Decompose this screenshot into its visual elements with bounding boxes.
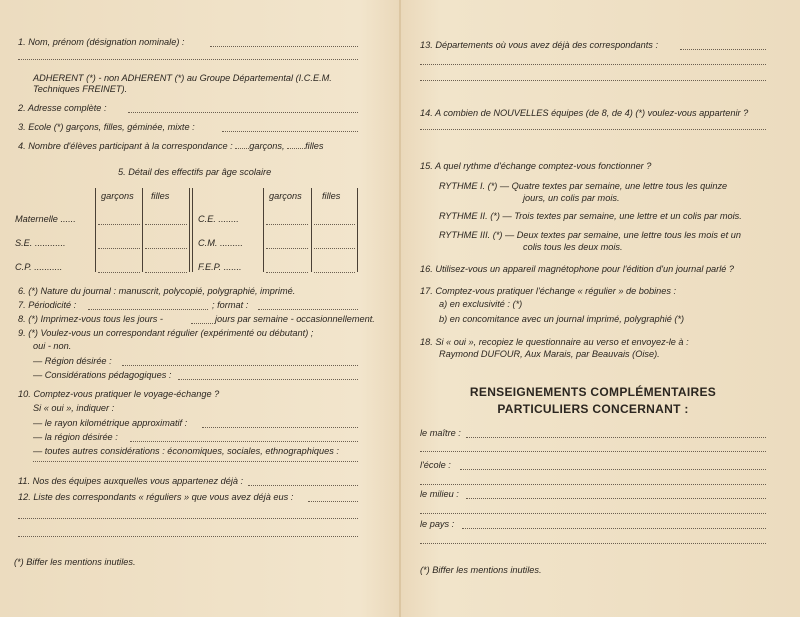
field-maitre[interactable] [466, 437, 766, 438]
q9-pedago-label: — Considérations pédagogiques : [33, 370, 172, 380]
q12-field-line2[interactable] [18, 518, 358, 519]
field-maitre-line2[interactable] [420, 451, 766, 452]
row-cm: C.M. ......... [198, 238, 243, 248]
field-ecole[interactable] [460, 469, 766, 470]
section-heading-line1: RENSEIGNEMENTS COMPLÉMENTAIRES [469, 385, 717, 399]
cell-cp-garcons[interactable] [98, 272, 140, 273]
row-fep: F.E.P. ....... [198, 262, 242, 272]
q17-label: 17. Comptez-vous pratiquer l'échange « régulier » de bobines : [420, 286, 677, 296]
q18-label: 18. Si « oui », recopiez le questionnaire au verso et envoyez-le à : [420, 337, 689, 347]
q13-label: 13. Départements où vous avez déjà des correspondants : [420, 40, 658, 50]
q5-label: 5. Détail des effectifs par âge scolaire [118, 167, 272, 177]
q4-label [18, 141, 323, 152]
q10-label: 10. Comptez-vous pratiquer le voyage-échange ? [18, 389, 220, 399]
q10-autres-field[interactable] [33, 461, 358, 462]
q10-rayon-field[interactable] [202, 427, 358, 428]
q13-field[interactable] [680, 49, 766, 50]
q16-label: 16. Utilisez-vous un appareil magnétophone pour l'édition d'un journal parlé ? [420, 264, 735, 274]
q7-label: 7. Périodicité : [18, 300, 77, 310]
q11-field[interactable] [248, 485, 358, 486]
cell-cm-filles[interactable] [314, 248, 355, 249]
q9-region-label: — Région désirée : [33, 356, 112, 366]
q9-pedago-field[interactable] [178, 379, 358, 380]
q9-label: 9. (*) Voulez-vous un correspondant régulier (expérimenté ou débutant) ; [18, 328, 314, 338]
q12-field[interactable] [308, 501, 358, 502]
rythme3-line2: colis tous les deux mois. [523, 242, 623, 252]
cell-fep-garcons[interactable] [266, 272, 308, 273]
q13-field-line3[interactable] [420, 80, 766, 81]
cell-se-garcons[interactable] [98, 248, 140, 249]
q10-si-oui: Si « oui », indiquer : [33, 403, 115, 413]
q10-rayon-label: — le rayon kilométrique approximatif : [33, 418, 188, 428]
q17-option-a: a) en exclusivité : (*) [439, 299, 523, 309]
q8-label: 8. (*) Imprimez-vous tous les jours - [18, 314, 163, 324]
cell-maternelle-garcons[interactable] [98, 224, 140, 225]
q14-field[interactable] [420, 129, 766, 130]
q7-field[interactable] [88, 309, 208, 310]
q9-region-field[interactable] [122, 365, 358, 366]
q1-field-line2[interactable] [18, 59, 358, 60]
q7-format-field[interactable] [258, 309, 358, 310]
rythme1-line2: jours, un colis par mois. [523, 193, 620, 203]
q13-field-line2[interactable] [420, 64, 766, 65]
col-filles-left: filles [151, 191, 170, 201]
q4-text: 4. Nombre d'élèves participant à la correspondance : [18, 141, 233, 151]
cell-maternelle-filles[interactable] [145, 224, 187, 225]
q4-filles-field[interactable] [287, 148, 305, 149]
footnote-right: (*) Biffer les mentions inutiles. [420, 565, 542, 575]
field-milieu-label: le milieu : [420, 489, 459, 499]
field-milieu[interactable] [466, 498, 766, 499]
q10-region-label: — la région désirée : [33, 432, 118, 442]
row-cp: C.P. ........... [15, 262, 63, 272]
q2-field[interactable] [128, 112, 358, 113]
page-fold [399, 0, 401, 617]
col-garcons-right: garçons [269, 191, 302, 201]
cell-cp-filles[interactable] [145, 272, 187, 273]
q9-options: oui - non. [33, 341, 72, 351]
rythme2: RYTHME II. (*) — Trois textes par semaine, une lettre et un colis par mois. [439, 211, 742, 221]
q18-address: Raymond DUFOUR, Aux Marais, par Beauvais (Oise). [439, 349, 660, 359]
cell-fep-filles[interactable] [314, 272, 355, 273]
cell-ce-filles[interactable] [314, 224, 355, 225]
field-pays[interactable] [462, 528, 766, 529]
q8-field[interactable] [191, 323, 213, 324]
col-filles-right: filles [322, 191, 341, 201]
cell-se-filles[interactable] [145, 248, 187, 249]
cell-cm-garcons[interactable] [266, 248, 308, 249]
q1-field[interactable] [210, 46, 358, 47]
row-se: S.E. ............ [15, 238, 66, 248]
q17-option-b: b) en concomitance avec un journal imprimé, polygraphié (*) [439, 314, 685, 324]
rythme3-line1: RYTHME III. (*) — Deux textes par semaine, une lettre tous les mois et un [439, 230, 741, 240]
field-ecole-line2[interactable] [420, 484, 766, 485]
q12-label: 12. Liste des correspondants « réguliers » que vous avez déjà eus : [18, 492, 294, 502]
q11-label: 11. Nos des équipes auxquelles vous appartenez déjà : [18, 476, 244, 486]
q8-label-b: jours par semaine - occasionnellement. [215, 314, 375, 324]
q10-autres-label: — toutes autres considérations : économiques, sociales, ethnographiques : [33, 446, 339, 456]
row-ce: C.E. ........ [198, 214, 239, 224]
q12-field-line3[interactable] [18, 536, 358, 537]
footnote-left: (*) Biffer les mentions inutiles. [14, 557, 136, 567]
q3-label: 3. Ecole (*) garçons, filles, géminée, mixte : [18, 122, 195, 132]
field-milieu-line2[interactable] [420, 513, 766, 514]
q6-label: 6. (*) Nature du journal : manuscrit, polycopié, polygraphié, imprimé. [18, 286, 296, 296]
adherent-line2: Techniques FREINET). [33, 84, 128, 94]
q7-format-label: ; format : [212, 300, 249, 310]
q4-garcons-field[interactable] [235, 148, 249, 149]
adherent-line1: ADHERENT (*) - non ADHERENT (*) au Groupe Départemental (I.C.E.M. [33, 73, 332, 83]
cell-ce-garcons[interactable] [266, 224, 308, 225]
q3-field[interactable] [222, 131, 358, 132]
field-pays-line2[interactable] [420, 543, 766, 544]
field-maitre-label: le maître : [420, 428, 461, 438]
section-heading-line2: PARTICULIERS CONCERNANT : [497, 402, 689, 416]
q10-region-field[interactable] [130, 441, 358, 442]
rythme1-line1: RYTHME I. (*) — Quatre textes par semaine, une lettre tous les quinze [439, 181, 728, 191]
q14-label: 14. A combien de NOUVELLES équipes (de 8, de 4) (*) voulez-vous appartenir ? [420, 108, 749, 118]
field-ecole-label: l'école : [420, 460, 451, 470]
field-pays-label: le pays : [420, 519, 455, 529]
q1-label: 1. Nom, prénom (désignation nominale) : [18, 37, 185, 47]
q4-filles: filles [305, 141, 324, 151]
col-garcons-left: garçons [101, 191, 134, 201]
q4-garcons: garçons, [249, 141, 285, 151]
row-maternelle: Maternelle ...... [15, 214, 76, 224]
q15-label: 15. A quel rythme d'échange comptez-vous fonctionner ? [420, 161, 652, 171]
q2-label: 2. Adresse complète : [18, 103, 107, 113]
